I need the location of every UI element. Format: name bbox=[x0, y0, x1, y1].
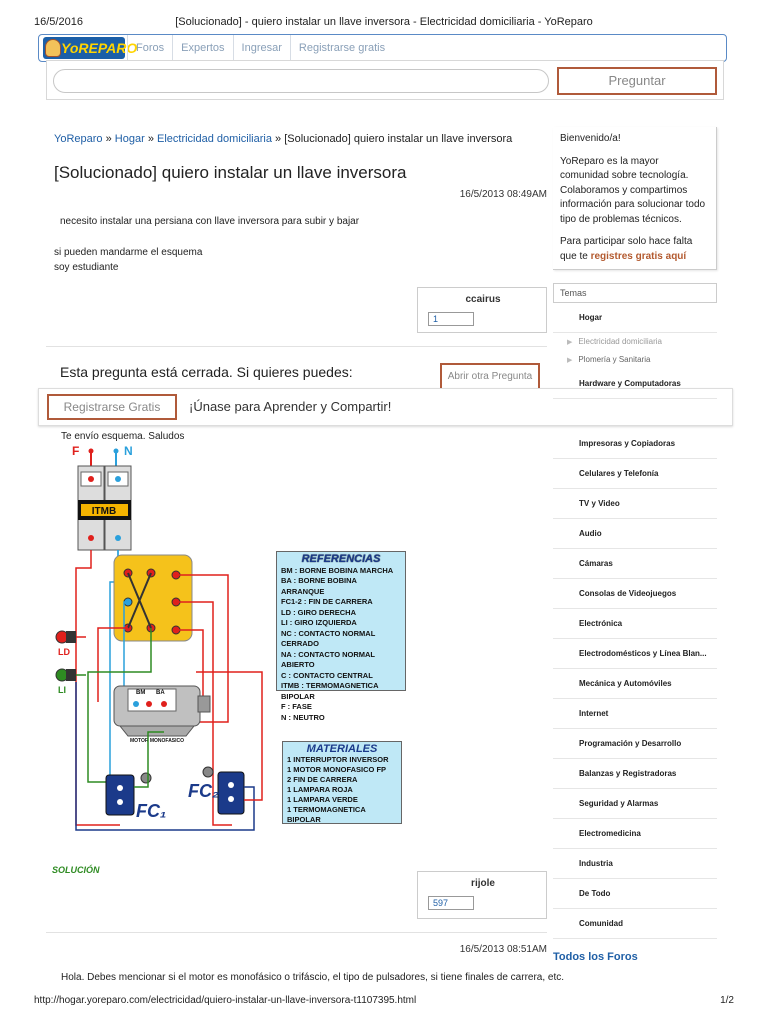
material-line: 1 MOTOR MONOFASICO FP bbox=[287, 765, 387, 774]
question-paragraph bbox=[54, 245, 359, 275]
references-title: REFERENCIAS bbox=[301, 553, 381, 565]
tema-electricidad[interactable] bbox=[553, 333, 717, 351]
diagram-n-label: N bbox=[124, 444, 133, 458]
tema-item[interactable]: De Todo bbox=[553, 879, 717, 909]
print-date: 16/5/2016 bbox=[34, 16, 83, 28]
divider bbox=[46, 346, 547, 347]
fc1-limit-switch bbox=[106, 773, 166, 821]
reference-line: C : CONTACTO CENTRAL bbox=[281, 670, 373, 680]
itmb-label: ITMB bbox=[91, 506, 117, 517]
top-navigation bbox=[38, 34, 727, 62]
tema-item[interactable]: Celulares y Telefonía bbox=[553, 459, 717, 489]
answer-username[interactable]: rijole bbox=[471, 878, 495, 889]
question-title: [Solucionado] quiero instalar un llave inversora bbox=[54, 163, 407, 182]
tema-item[interactable]: Industria bbox=[553, 849, 717, 879]
fc2-label: FC₂ bbox=[188, 781, 219, 801]
print-footer bbox=[34, 995, 734, 1006]
reference-line: N : NEUTRO bbox=[281, 712, 325, 722]
material-line: 1 LAMPARA VERDE bbox=[287, 795, 358, 804]
preguntar-button[interactable]: Preguntar bbox=[557, 67, 717, 95]
reference-line: BM : BORNE BOBINA MARCHA bbox=[281, 565, 394, 575]
breadcrumb-sep: » bbox=[275, 133, 282, 145]
welcome-join-text: Para participar solo hace falta que te bbox=[560, 236, 693, 262]
materials-title: MATERIALES bbox=[306, 743, 378, 755]
temas-list bbox=[553, 303, 717, 939]
material-line: 1 INTERRUPTOR INVERSOR bbox=[287, 755, 389, 764]
temas-header: Temas bbox=[553, 283, 717, 303]
reference-line: BA : BORNE BOBINA ARRANQUE bbox=[281, 576, 357, 596]
li-label: LI bbox=[58, 685, 66, 695]
welcome-title: Bienvenido/a! bbox=[560, 133, 621, 144]
closed-notice: Esta pregunta está cerrada. Si quieres puedes: bbox=[60, 364, 353, 380]
nav-links bbox=[127, 35, 393, 61]
breadcrumb-sep: » bbox=[105, 133, 112, 145]
triangle-right-icon: ▶ bbox=[567, 357, 573, 364]
answer-user-rep: 597 bbox=[428, 896, 474, 910]
answer-user-card bbox=[417, 871, 547, 919]
tema-item[interactable]: Electromedicina bbox=[553, 819, 717, 849]
print-page-number: 1/2 bbox=[720, 995, 734, 1006]
yoreparo-logo[interactable] bbox=[43, 37, 138, 59]
mascot-icon bbox=[45, 39, 61, 57]
nav-registrarse[interactable]: Registrarse gratis bbox=[290, 35, 393, 61]
material-line: 1 TERMOMAGNETICA BIPOLAR bbox=[287, 805, 366, 824]
ld-label: LD bbox=[58, 647, 70, 657]
breadcrumb-hogar[interactable]: Hogar bbox=[114, 133, 145, 145]
answer-lead: Te envío esquema. Saludos bbox=[61, 431, 185, 442]
todos-los-foros-link[interactable]: Todos los Foros bbox=[553, 951, 638, 963]
join-message: ¡Únase para Aprender y Compartir! bbox=[189, 399, 392, 414]
fc2-limit-switch bbox=[188, 767, 244, 814]
tema-spacer bbox=[553, 399, 717, 429]
registres-gratis-link[interactable]: registres gratis aquí bbox=[590, 250, 687, 262]
question-paragraph: necesito instalar una persiana con llave inversora para subir y bajar bbox=[60, 216, 360, 227]
references-legend bbox=[276, 551, 406, 722]
question-user-card bbox=[417, 287, 547, 333]
logo-text: YoREPARO bbox=[61, 40, 138, 56]
fc1-label: FC₁ bbox=[136, 801, 167, 821]
green-lamp bbox=[56, 669, 76, 695]
answer-text: Hola. Debes mencionar si el motor es monofásico o trifáscio, el tipo de pulsadores, si tiene finales de carrera, etc. bbox=[61, 972, 565, 983]
materials-legend bbox=[282, 741, 402, 824]
nav-expertos[interactable]: Expertos bbox=[172, 35, 232, 61]
nav-foros[interactable]: Foros bbox=[127, 35, 172, 61]
breadcrumb bbox=[54, 133, 512, 145]
question-body bbox=[54, 214, 359, 275]
solution-label: SOLUCIÓN bbox=[52, 865, 100, 875]
itmb-breaker bbox=[78, 466, 131, 550]
tema-item[interactable]: Consolas de Videojuegos bbox=[553, 579, 717, 609]
ba-label: BA bbox=[156, 690, 165, 696]
tema-electricidad-label: Electricidad domiciliaria bbox=[578, 337, 662, 346]
abrir-otra-pregunta-button[interactable]: Abrir otra Pregunta bbox=[440, 363, 540, 391]
material-line: 2 FIN DE CARRERA bbox=[287, 775, 358, 784]
answer-date: 16/5/2013 08:51AM bbox=[459, 944, 547, 955]
question-line: soy estudiante bbox=[54, 262, 119, 273]
tema-item[interactable]: Internet bbox=[553, 699, 717, 729]
tema-plomeria[interactable] bbox=[553, 351, 717, 369]
question-username[interactable]: ccairus bbox=[465, 294, 501, 305]
breadcrumb-sep: » bbox=[147, 133, 154, 145]
question-line: si pueden mandarme el esquema bbox=[54, 247, 203, 258]
tema-item[interactable]: Comunidad bbox=[553, 909, 717, 939]
tema-plomeria-label: Plomería y Sanitaria bbox=[578, 355, 651, 364]
search-input[interactable] bbox=[53, 69, 549, 93]
triangle-right-icon: ▶ bbox=[567, 339, 573, 346]
registrarse-gratis-button[interactable]: Registrarse Gratis bbox=[47, 394, 177, 420]
breadcrumb-electricidad[interactable]: Electricidad domiciliaria bbox=[157, 133, 272, 145]
welcome-panel bbox=[553, 127, 717, 270]
tema-item[interactable]: TV y Video bbox=[553, 489, 717, 519]
material-line: 1 LAMPARA ROJA bbox=[287, 785, 353, 794]
reference-line: LD : GIRO DERECHA bbox=[281, 607, 356, 617]
nav-ingresar[interactable]: Ingresar bbox=[233, 35, 290, 61]
reference-line: F : FASE bbox=[281, 702, 312, 711]
bm-label: BM bbox=[136, 690, 146, 696]
question-user-rep: 1 bbox=[428, 312, 474, 326]
motor bbox=[114, 686, 210, 744]
search-bar bbox=[46, 60, 724, 100]
red-lamp bbox=[56, 631, 76, 657]
divider bbox=[46, 932, 547, 933]
reference-line: ITMB : TERMOMAGNETICA BIPOLAR bbox=[281, 681, 379, 701]
tema-hogar[interactable]: Hogar bbox=[553, 303, 717, 333]
tema-item[interactable]: Seguridad y Alarmas bbox=[553, 789, 717, 819]
welcome-text: YoReparo es la mayor comunidad sobre tecnología. Colaboramos y compartimos información para solucionar todo tipo de problemas técnicos. bbox=[560, 155, 706, 225]
tema-item[interactable]: Audio bbox=[553, 519, 717, 549]
tema-item[interactable]: Mecánica y Automóviles bbox=[553, 669, 717, 699]
print-url: http://hogar.yoreparo.com/electricidad/quiero-instalar-un-llave-inversora-t1107395.html bbox=[34, 995, 417, 1006]
tema-item[interactable]: Balanzas y Registradoras bbox=[553, 759, 717, 789]
reference-line: FC1-2 : FIN DE CARRERA bbox=[281, 597, 373, 606]
motor-label: MOTOR MONOFASICO bbox=[129, 738, 185, 744]
tema-item[interactable]: Electrónica bbox=[553, 609, 717, 639]
diagram-f-label: F bbox=[72, 444, 80, 458]
tema-item[interactable]: Cámaras bbox=[553, 549, 717, 579]
tema-item[interactable]: Impresoras y Copiadoras bbox=[553, 429, 717, 459]
tema-item[interactable]: Programación y Desarrollo bbox=[553, 729, 717, 759]
breadcrumb-yoreparo[interactable]: YoReparo bbox=[54, 133, 103, 145]
breadcrumb-current: [Solucionado] quiero instalar un llave inversora bbox=[284, 133, 513, 145]
reference-line: NC : CONTACTO NORMAL CERRADO bbox=[281, 628, 376, 648]
tema-item[interactable]: Hardware y Computadoras bbox=[553, 369, 717, 399]
tema-item[interactable]: Electrodomésticos y Línea Blan... bbox=[553, 639, 717, 669]
print-title: [Solucionado] - quiero instalar un llave inversora - Electricidad domiciliaria - YoReparo bbox=[175, 16, 593, 28]
reference-line: NA : CONTACTO NORMAL ABIERTO bbox=[281, 649, 375, 669]
question-date: 16/5/2013 08:49AM bbox=[459, 189, 547, 200]
reference-line: LI : GIRO IZQUIERDA bbox=[281, 618, 357, 627]
